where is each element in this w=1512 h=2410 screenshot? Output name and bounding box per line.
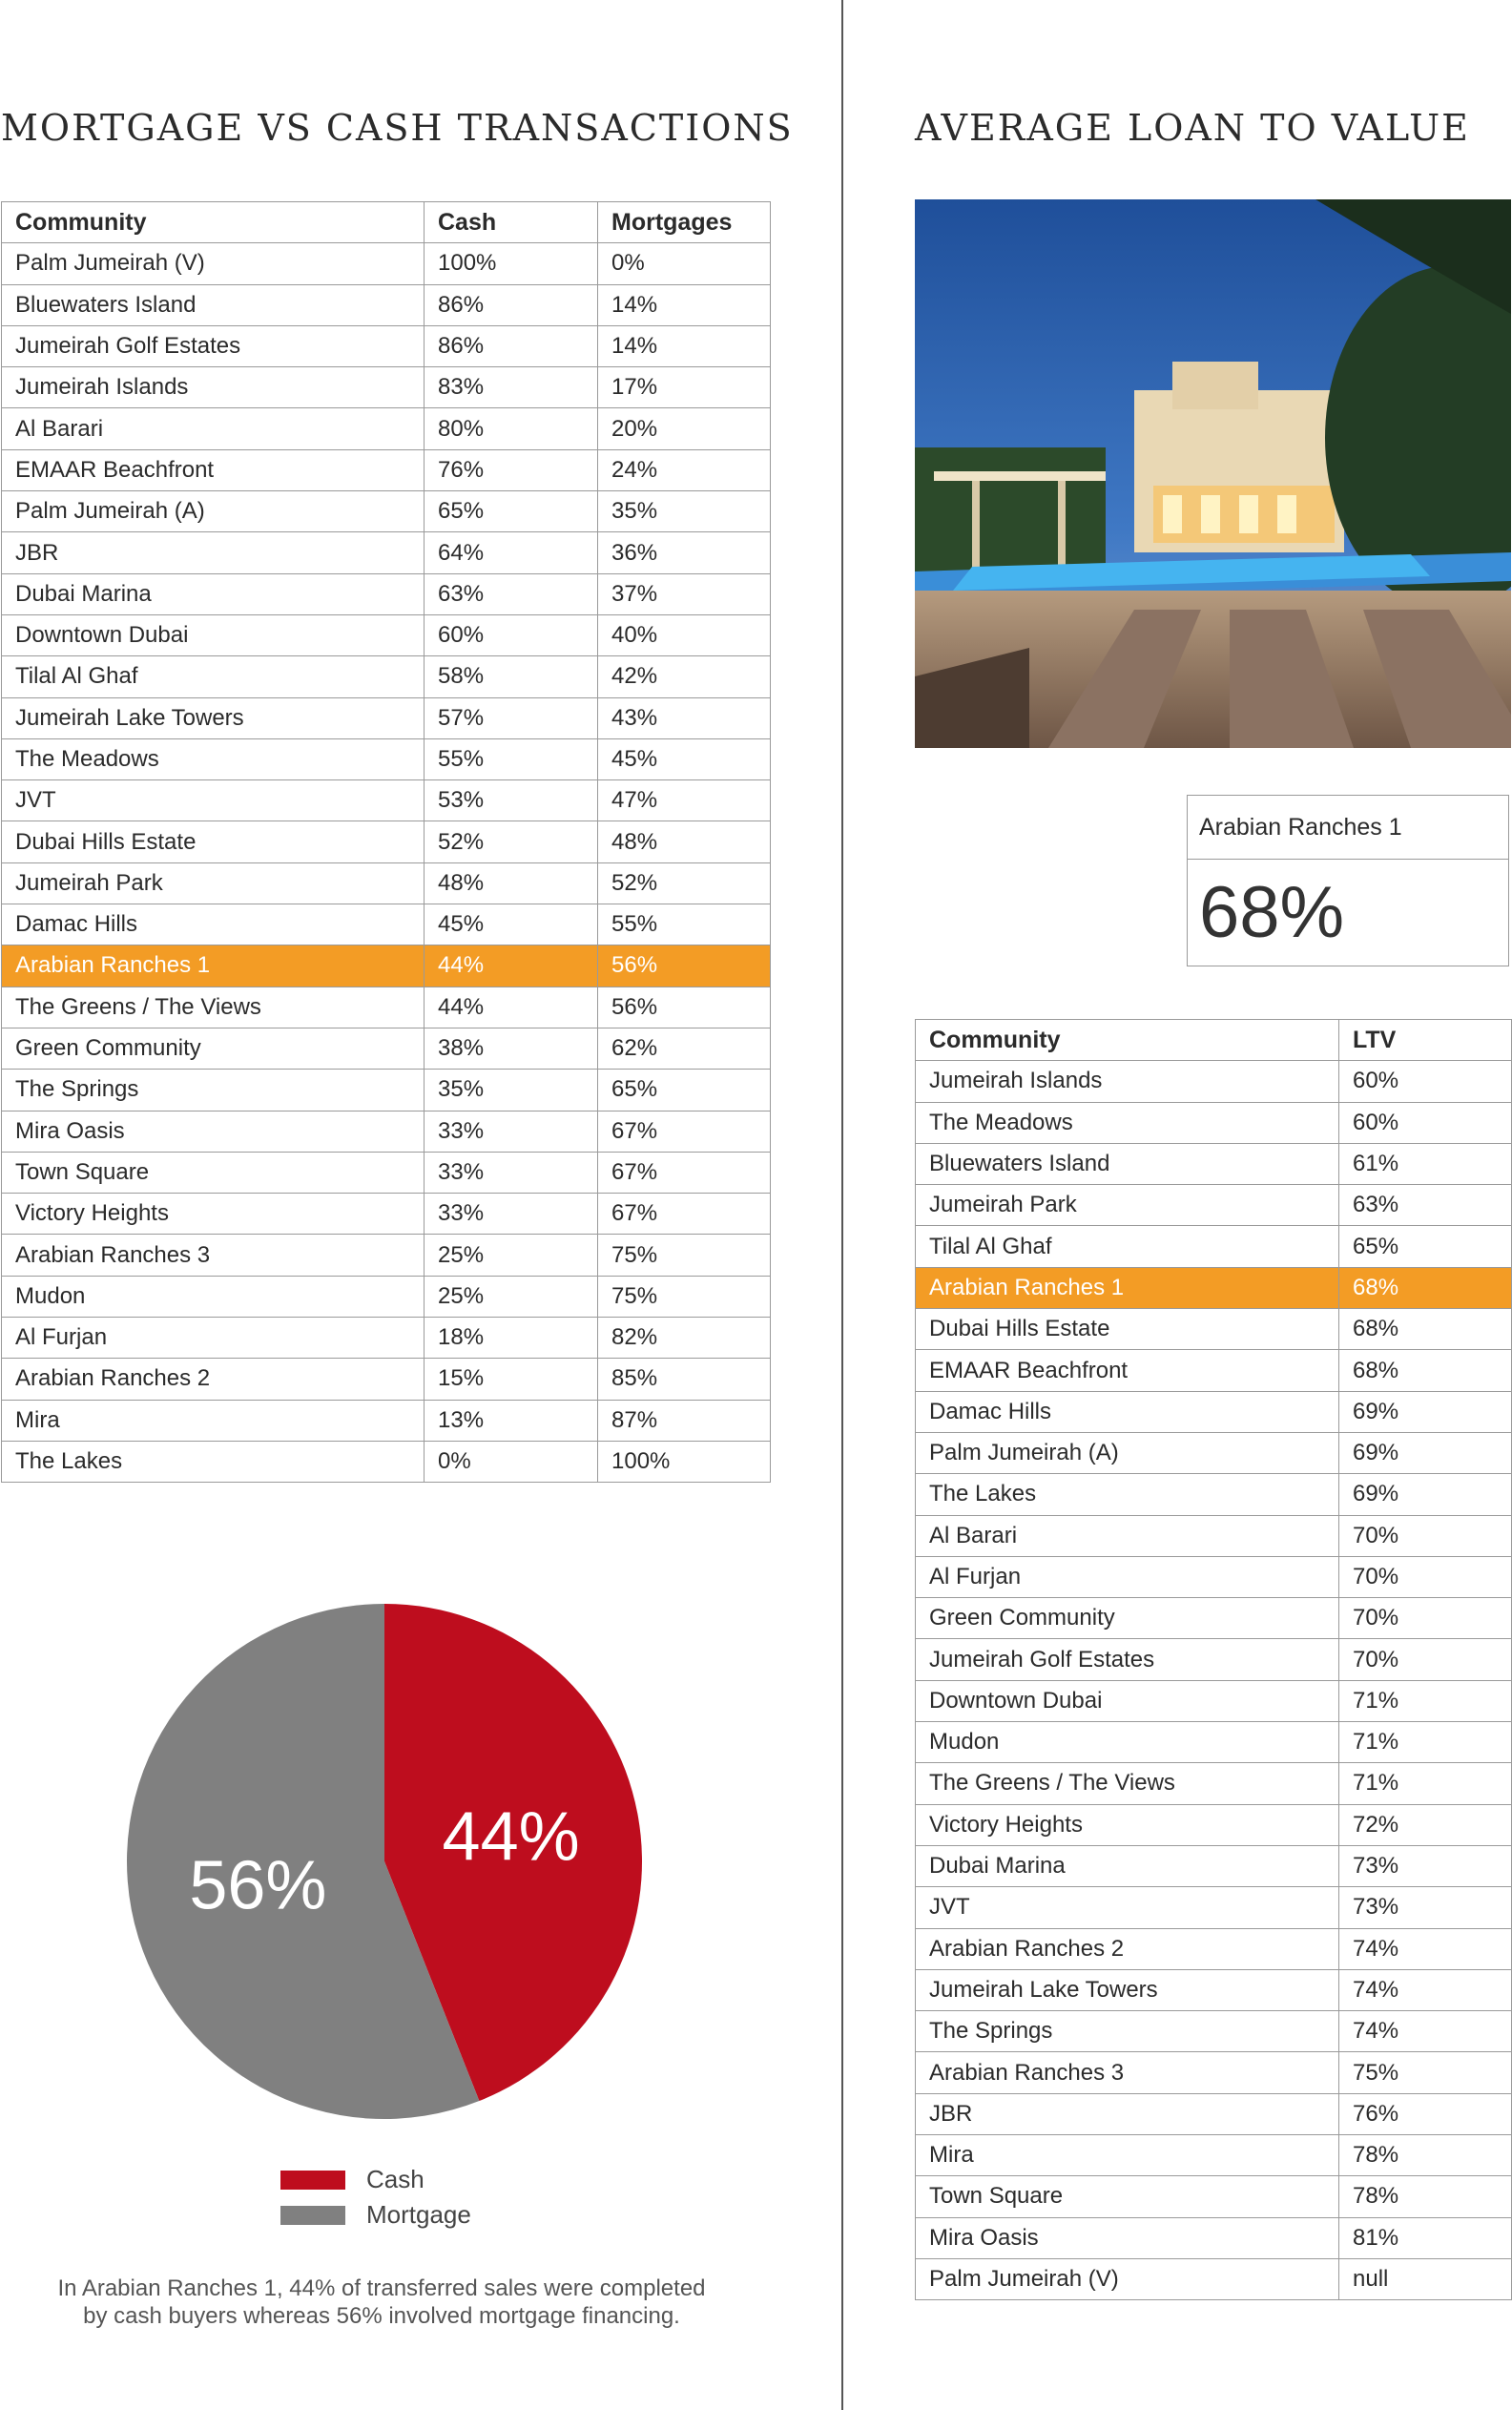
table-cell: Tilal Al Ghaf [2, 656, 425, 697]
table-cell: 15% [425, 1359, 598, 1400]
table-cell: 68% [1339, 1309, 1512, 1350]
table-cell: 0% [598, 243, 771, 284]
table-cell: Downtown Dubai [2, 614, 425, 655]
table-cell: Jumeirah Islands [916, 1061, 1339, 1102]
table-row [916, 1804, 1512, 1845]
table-cell: Arabian Ranches 2 [916, 1928, 1339, 1969]
table-cell: Al Barari [916, 1515, 1339, 1556]
ltv-highlight-box [1187, 795, 1509, 966]
table-row [2, 738, 771, 779]
table-row [916, 1143, 1512, 1184]
table-row [916, 1061, 1512, 1102]
table-cell: The Meadows [2, 738, 425, 779]
header-community: Community [916, 1020, 1339, 1061]
table-cell: 48% [425, 862, 598, 904]
table-cell: Town Square [916, 2176, 1339, 2217]
table-cell: Arabian Ranches 2 [2, 1359, 425, 1400]
table-cell: 86% [425, 284, 598, 325]
table-cell: Mudon [2, 1276, 425, 1317]
table-cell: Bluewaters Island [916, 1143, 1339, 1184]
table-row [2, 408, 771, 449]
table-cell: Damac Hills [2, 904, 425, 945]
table-cell: Jumeirah Islands [2, 367, 425, 408]
table-row [916, 1845, 1512, 1886]
table-cell: 74% [1339, 2011, 1512, 2052]
table-cell: 65% [1339, 1226, 1512, 1267]
table-row [2, 491, 771, 532]
legend-label-mortgage: Mortgage [366, 2200, 471, 2229]
legend-swatch-cash [280, 2171, 345, 2190]
table-row [2, 862, 771, 904]
table-cell: 87% [598, 1400, 771, 1441]
table-row [916, 1185, 1512, 1226]
table-cell: 73% [1339, 1887, 1512, 1928]
legend-item-cash [280, 2162, 471, 2197]
table-row [916, 1309, 1512, 1350]
table-cell: The Lakes [2, 1441, 425, 1482]
table-cell: 35% [425, 1070, 598, 1111]
table-row [916, 1226, 1512, 1267]
section-title-mortgage-vs-cash: MORTGAGE VS CASH TRANSACTIONS [1, 107, 794, 149]
table-row [916, 1391, 1512, 1432]
table-cell: Mira Oasis [916, 2217, 1339, 2258]
table-cell: Green Community [916, 1598, 1339, 1639]
table-cell: 65% [598, 1070, 771, 1111]
table-cell: Mira [916, 2135, 1339, 2176]
table-row [916, 2052, 1512, 2093]
table-cell: Mudon [916, 1722, 1339, 1763]
table-cell: 44% [425, 987, 598, 1028]
table-cell: 36% [598, 532, 771, 573]
table-cell: The Lakes [916, 1474, 1339, 1515]
table-cell: 18% [425, 1318, 598, 1359]
table-cell: 67% [598, 1152, 771, 1193]
table-cell: 25% [425, 1276, 598, 1317]
table-cell: 70% [1339, 1556, 1512, 1597]
header-cash: Cash [425, 202, 598, 243]
villa-pool-illustration [915, 199, 1511, 748]
table-row [2, 1070, 771, 1111]
table-row [2, 1111, 771, 1152]
table-row [916, 2135, 1512, 2176]
table-cell: 56% [598, 987, 771, 1028]
table-cell: Palm Jumeirah (A) [916, 1432, 1339, 1473]
header-ltv: LTV [1339, 1020, 1512, 1061]
table-cell: Arabian Ranches 3 [2, 1235, 425, 1276]
table-cell: 57% [425, 697, 598, 738]
table-cell: 64% [425, 532, 598, 573]
table-cell: 0% [425, 1441, 598, 1482]
table-cell: Green Community [2, 1028, 425, 1069]
table-cell: 33% [425, 1111, 598, 1152]
table-cell: Victory Heights [2, 1194, 425, 1235]
table-cell: The Meadows [916, 1102, 1339, 1143]
table-cell: Palm Jumeirah (A) [2, 491, 425, 532]
table-cell: 62% [598, 1028, 771, 1069]
table-cell: 100% [425, 243, 598, 284]
table-cell: 35% [598, 491, 771, 532]
column-divider [841, 0, 843, 2410]
table-row [2, 1359, 771, 1400]
table-cell: 74% [1339, 1928, 1512, 1969]
table-cell: The Greens / The Views [916, 1763, 1339, 1804]
table-cell: 67% [598, 1111, 771, 1152]
table-row [2, 614, 771, 655]
table-row [2, 1318, 771, 1359]
table-row [916, 1556, 1512, 1597]
table-cell: EMAAR Beachfront [916, 1350, 1339, 1391]
table-row [916, 1639, 1512, 1680]
table-cell: EMAAR Beachfront [2, 449, 425, 490]
table-cell: 76% [425, 449, 598, 490]
table-cell: Dubai Hills Estate [2, 821, 425, 862]
table-row [2, 243, 771, 284]
table-cell: 40% [598, 614, 771, 655]
table-row [2, 284, 771, 325]
table-cell: 69% [1339, 1474, 1512, 1515]
table-cell: 72% [1339, 1804, 1512, 1845]
table-cell: Al Furjan [916, 1556, 1339, 1597]
table-cell: 60% [425, 614, 598, 655]
table-cell: 60% [1339, 1061, 1512, 1102]
table-row [2, 325, 771, 366]
table-cell: 65% [425, 491, 598, 532]
table-cell: 76% [1339, 2093, 1512, 2134]
table-cell: 33% [425, 1152, 598, 1193]
table-cell: Jumeirah Park [916, 1185, 1339, 1226]
table-cell: 52% [425, 821, 598, 862]
table-cell: null [1339, 2258, 1512, 2299]
table-row [916, 1969, 1512, 2010]
table-row [916, 1598, 1512, 1639]
table-row [2, 1194, 771, 1235]
table-cell: 24% [598, 449, 771, 490]
table-cell: 13% [425, 1400, 598, 1441]
table-cell: 78% [1339, 2135, 1512, 2176]
table-cell: Palm Jumeirah (V) [916, 2258, 1339, 2299]
table-row [916, 2217, 1512, 2258]
villa-pool-photo [915, 199, 1511, 748]
cash-vs-mortgage-pie-chart [122, 1599, 647, 2124]
table-row [2, 1276, 771, 1317]
table-cell: The Greens / The Views [2, 987, 425, 1028]
table-cell: 71% [1339, 1722, 1512, 1763]
table-cell: 20% [598, 408, 771, 449]
table-row [2, 1235, 771, 1276]
table-row [916, 1763, 1512, 1804]
table-cell: Damac Hills [916, 1391, 1339, 1432]
table-cell: The Springs [916, 2011, 1339, 2052]
table-cell: 48% [598, 821, 771, 862]
header-mortgages: Mortgages [598, 202, 771, 243]
table-row [2, 697, 771, 738]
table-row-highlighted [2, 945, 771, 987]
table-cell: 58% [425, 656, 598, 697]
table-row [916, 2258, 1512, 2299]
table-cell: 70% [1339, 1639, 1512, 1680]
legend-item-mortgage [280, 2197, 471, 2233]
table-cell: The Springs [2, 1070, 425, 1111]
cash-mortgage-table [1, 201, 771, 1483]
table-cell: 14% [598, 325, 771, 366]
table-cell: 78% [1339, 2176, 1512, 2217]
table-cell: JVT [916, 1887, 1339, 1928]
table-cell: 60% [1339, 1102, 1512, 1143]
table-row [916, 1350, 1512, 1391]
table-cell: Dubai Marina [2, 573, 425, 614]
table-row [916, 1680, 1512, 1721]
table-cell: Al Furjan [2, 1318, 425, 1359]
table-cell: Mira Oasis [2, 1111, 425, 1152]
table-cell: Al Barari [2, 408, 425, 449]
table-cell: Arabian Ranches 1 [2, 945, 425, 987]
table-cell: 85% [598, 1359, 771, 1400]
table-row [2, 573, 771, 614]
table-cell: Dubai Hills Estate [916, 1309, 1339, 1350]
table-cell: Palm Jumeirah (V) [2, 243, 425, 284]
table-row [916, 1887, 1512, 1928]
table-row-highlighted [916, 1267, 1512, 1308]
table-cell: Arabian Ranches 3 [916, 2052, 1339, 2093]
table-cell: 69% [1339, 1432, 1512, 1473]
table-row [916, 2176, 1512, 2217]
table-row [2, 1028, 771, 1069]
table-cell: 53% [425, 780, 598, 821]
table-row [2, 532, 771, 573]
pie-legend [280, 2162, 471, 2233]
ltv-box-community: Arabian Ranches 1 [1188, 796, 1508, 860]
table-cell: 56% [598, 945, 771, 987]
table-cell: Bluewaters Island [2, 284, 425, 325]
table-cell: 81% [1339, 2217, 1512, 2258]
table-cell: 37% [598, 573, 771, 614]
table-cell: 68% [1339, 1267, 1512, 1308]
legend-swatch-mortgage [280, 2206, 345, 2225]
table-cell: 63% [1339, 1185, 1512, 1226]
table-cell: Victory Heights [916, 1804, 1339, 1845]
table-cell: 45% [425, 904, 598, 945]
table-row [916, 1102, 1512, 1143]
table-cell: 55% [425, 738, 598, 779]
table-cell: 61% [1339, 1143, 1512, 1184]
table-row [2, 656, 771, 697]
table-header-row [916, 1020, 1512, 1061]
table-row [2, 821, 771, 862]
pie-label-mortgage: 56% [189, 1847, 327, 1924]
table-cell: 70% [1339, 1598, 1512, 1639]
pie-caption: In Arabian Ranches 1, 44% of transferred sales were completed by cash buyers whereas 56% involved mortgage financing. [57, 2275, 706, 2329]
table-cell: Town Square [2, 1152, 425, 1193]
table-row [2, 987, 771, 1028]
table-row [2, 367, 771, 408]
table-cell: 75% [598, 1276, 771, 1317]
table-row [916, 1515, 1512, 1556]
table-cell: 73% [1339, 1845, 1512, 1886]
table-cell: 71% [1339, 1680, 1512, 1721]
table-row [2, 1152, 771, 1193]
table-cell: 75% [1339, 2052, 1512, 2093]
table-row [916, 1928, 1512, 1969]
table-row [916, 2011, 1512, 2052]
table-cell: 43% [598, 697, 771, 738]
table-cell: Dubai Marina [916, 1845, 1339, 1886]
header-community: Community [2, 202, 425, 243]
table-cell: Jumeirah Lake Towers [2, 697, 425, 738]
table-cell: 38% [425, 1028, 598, 1069]
table-cell: 74% [1339, 1969, 1512, 2010]
table-cell: Jumeirah Golf Estates [916, 1639, 1339, 1680]
table-cell: Jumeirah Park [2, 862, 425, 904]
table-row [916, 1432, 1512, 1473]
table-cell: 67% [598, 1194, 771, 1235]
section-title-average-ltv: AVERAGE LOAN TO VALUE [915, 107, 1470, 149]
table-cell: 14% [598, 284, 771, 325]
table-cell: 33% [425, 1194, 598, 1235]
ltv-box-value: 68% [1199, 872, 1345, 953]
table-cell: 71% [1339, 1763, 1512, 1804]
table-row [2, 904, 771, 945]
table-cell: Mira [2, 1400, 425, 1441]
ltv-table [915, 1019, 1512, 2300]
table-row [2, 780, 771, 821]
table-cell: 69% [1339, 1391, 1512, 1432]
table-cell: 70% [1339, 1515, 1512, 1556]
table-cell: 86% [425, 325, 598, 366]
table-header-row [2, 202, 771, 243]
table-cell: 52% [598, 862, 771, 904]
table-cell: 63% [425, 573, 598, 614]
table-cell: 68% [1339, 1350, 1512, 1391]
legend-label-cash: Cash [366, 2165, 425, 2193]
table-cell: 25% [425, 1235, 598, 1276]
table-row [916, 1474, 1512, 1515]
table-cell: Jumeirah Lake Towers [916, 1969, 1339, 2010]
table-cell: Arabian Ranches 1 [916, 1267, 1339, 1308]
table-cell: 82% [598, 1318, 771, 1359]
table-row [916, 2093, 1512, 2134]
table-cell: Tilal Al Ghaf [916, 1226, 1339, 1267]
table-cell: Jumeirah Golf Estates [2, 325, 425, 366]
table-cell: 80% [425, 408, 598, 449]
table-cell: 100% [598, 1441, 771, 1482]
table-cell: 47% [598, 780, 771, 821]
table-row [2, 1441, 771, 1482]
table-cell: JVT [2, 780, 425, 821]
table-cell: 83% [425, 367, 598, 408]
table-row [916, 1722, 1512, 1763]
table-cell: 45% [598, 738, 771, 779]
table-cell: Downtown Dubai [916, 1680, 1339, 1721]
table-row [2, 449, 771, 490]
table-row [2, 1400, 771, 1441]
table-cell: 44% [425, 945, 598, 987]
table-cell: 75% [598, 1235, 771, 1276]
pie-label-cash: 44% [442, 1798, 580, 1876]
table-cell: 55% [598, 904, 771, 945]
table-cell: 17% [598, 367, 771, 408]
table-cell: JBR [2, 532, 425, 573]
table-cell: 42% [598, 656, 771, 697]
table-cell: JBR [916, 2093, 1339, 2134]
